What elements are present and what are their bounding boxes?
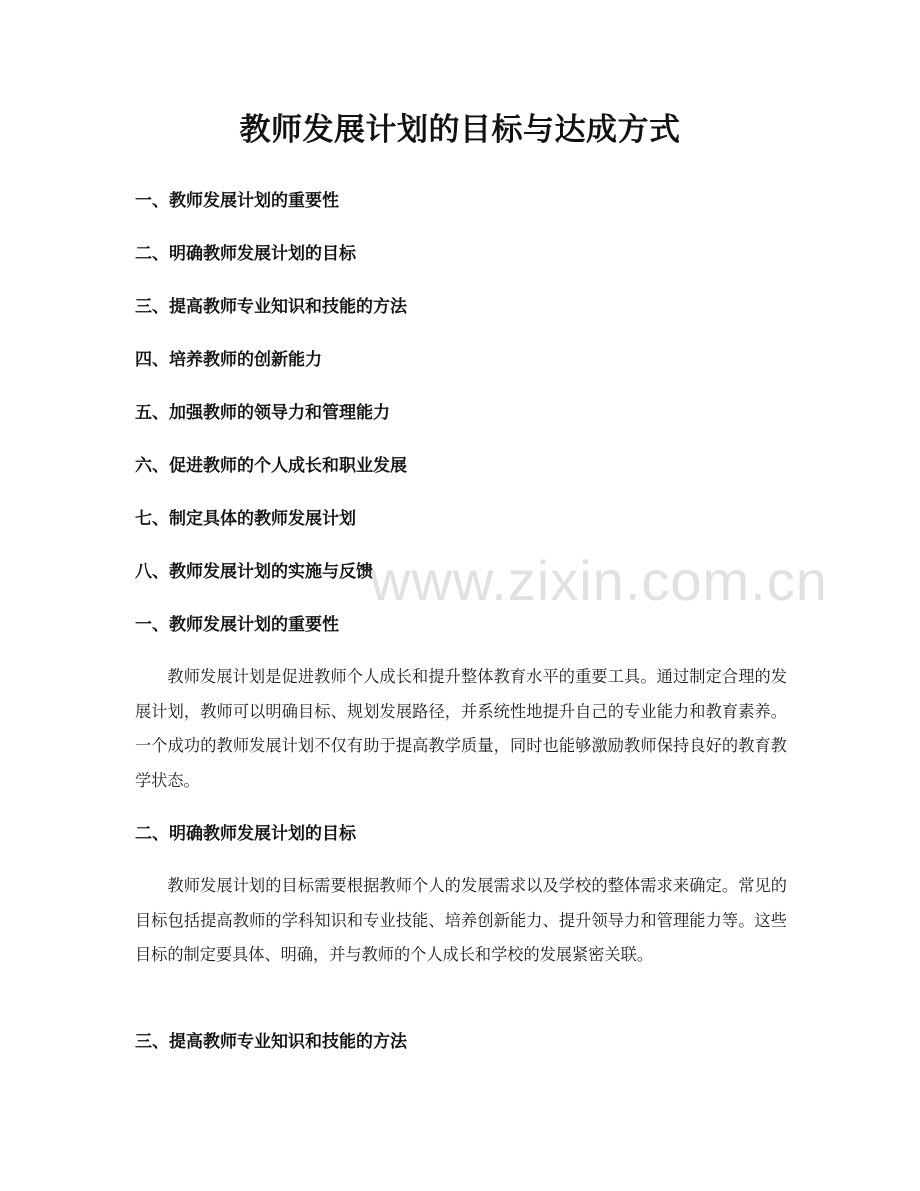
toc-item: 三、提高教师专业知识和技能的方法 [135, 297, 407, 317]
section-body-1: 教师发展计划是促进教师个人成长和提升整体教育水平的重要工具。通过制定合理的发展计划，教师可以明确目标、规划发展路径，并系统性地提升自己的专业能力和教育素养。一个成功的教师发展计划不仅有助于提高教学质量，同时也能够激励教师保持良好的教育教学状态。 [135, 667, 787, 790]
table-of-contents [135, 186, 795, 610]
toc-item: 四、培养教师的创新能力 [135, 350, 322, 370]
document-title: 教师发展计划的目标与达成方式 [239, 112, 681, 148]
toc-item: 二、明确教师发展计划的目标 [135, 244, 356, 264]
toc-item: 一、教师发展计划的重要性 [135, 191, 339, 211]
section-heading-2: 二、明确教师发展计划的目标 [135, 824, 356, 844]
toc-item: 六、促进教师的个人成长和职业发展 [135, 456, 407, 476]
toc-item: 五、加强教师的领导力和管理能力 [135, 403, 390, 423]
section-heading-3: 三、提高教师专业知识和技能的方法 [135, 1032, 407, 1052]
section-body-2: 教师发展计划的目标需要根据教师个人的发展需求以及学校的整体需求来确定。常见的目标包括提高教师的学科知识和专业技能、培养创新能力、提升领导力和管理能力等。这些目标的制定要具体、明确，并与教师的个人成长和学校的发展紧密关联。 [135, 876, 787, 964]
toc-item: 八、教师发展计划的实施与反馈 [135, 562, 373, 582]
toc-item: 七、制定具体的教师发展计划 [135, 509, 356, 529]
watermark: www.zixin.com.cn [370, 549, 828, 612]
section-heading-1: 一、教师发展计划的重要性 [135, 615, 339, 635]
